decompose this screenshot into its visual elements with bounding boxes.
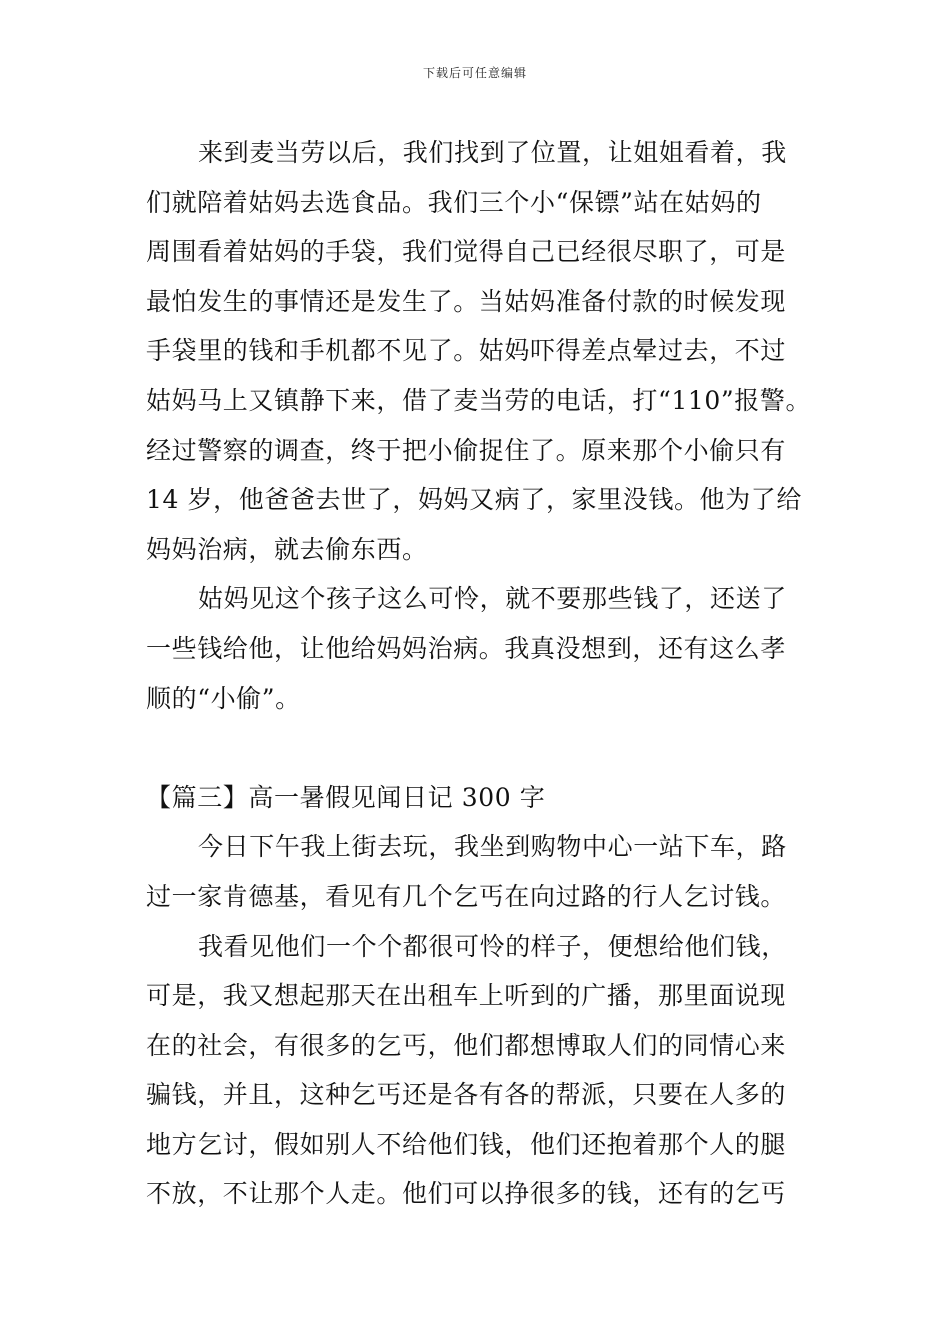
paragraph: [146, 574, 826, 723]
text-line: 妈妈治病，就去偷东西。: [146, 534, 428, 564]
text-line: 顺的“小偷”。: [146, 683, 301, 713]
text-line: 经过警察的调查，终于把小偷捉住了。原来那个小偷只有: [146, 435, 787, 465]
text-line: 不放，不让那个人走。他们可以挣很多的钱，还有的乞丐: [146, 1179, 787, 1209]
text-line: 我看见他们一个个都很可怜的样子，便想给他们钱，: [198, 931, 787, 961]
text-line: 骗钱，并且，这种乞丐还是各有各的帮派，只要在人多的: [146, 1080, 787, 1110]
text-line: 一些钱给他，让他给妈妈治病。我真没想到，还有这么孝: [146, 633, 787, 663]
text-line: 姑妈见这个孩子这么可怜，就不要那些钱了，还送了: [198, 584, 787, 614]
text-line: 们就陪着姑妈去选食品。我们三个小“保镖”站在姑妈的: [146, 187, 762, 217]
section-title: 【篇三】高一暑假见闻日记 300 字: [146, 782, 546, 812]
page-header: 下载后可任意编辑: [422, 66, 527, 80]
document-body: [146, 128, 826, 1219]
section-gap: [146, 723, 826, 773]
text-line: 手袋里的钱和手机都不见了。姑妈吓得差点晕过去，不过: [146, 336, 787, 366]
text-line: 今日下午我上街去玩，我坐到购物中心一站下车，路: [198, 832, 787, 862]
paragraph: [146, 922, 826, 1220]
text-line: 来到麦当劳以后，我们找到了位置，让姐姐看着，我: [198, 138, 787, 167]
paragraph: [146, 822, 826, 921]
text-line: 在的社会，有很多的乞丐，他们都想博取人们的同情心来: [146, 1030, 787, 1060]
text-line: 周围看着姑妈的手袋，我们觉得自己已经很尽职了，可是: [146, 237, 787, 267]
text-line: 姑妈马上又镇静下来，借了麦当劳的电话，打“110”报警。: [146, 385, 812, 415]
text-line: 可是，我又想起那天在出租车上听到的广播，那里面说现: [146, 981, 787, 1011]
text-line: 地方乞讨，假如别人不给他们钱，他们还抱着那个人的腿: [146, 1129, 787, 1159]
text-line: 14 岁，他爸爸去世了，妈妈又病了，家里没钱。他为了给: [146, 485, 802, 515]
paragraph: [146, 128, 826, 574]
text-line: 最怕发生的事情还是发生了。当姑妈准备付款的时候发现: [146, 286, 787, 316]
text-line: 过一家肯德基，看见有几个乞丐在向过路的行人乞讨钱。: [146, 881, 787, 911]
